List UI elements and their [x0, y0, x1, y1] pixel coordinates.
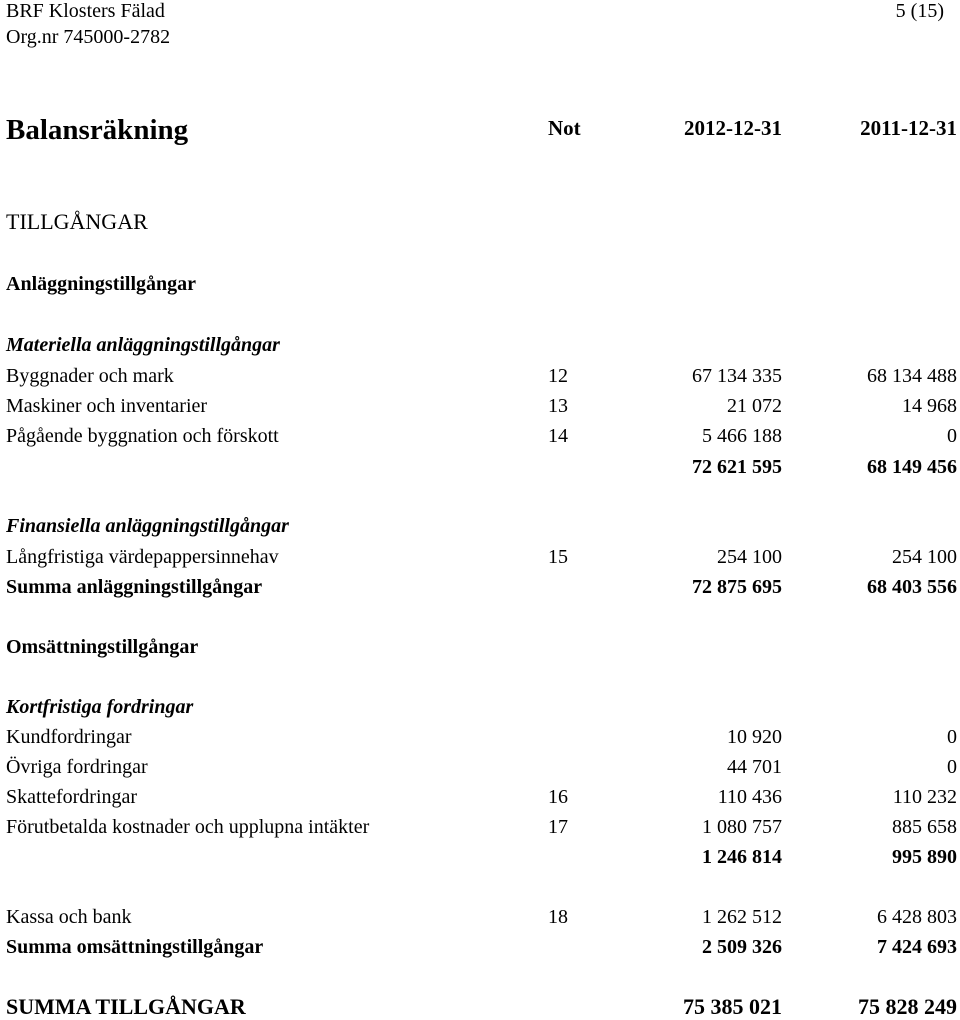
row-value-year1: 67 134 335 — [692, 365, 782, 387]
subtotal-year2: 995 890 — [892, 846, 957, 868]
subtotal-year2: 68 149 456 — [867, 456, 957, 478]
row-value-year1: 254 100 — [717, 546, 782, 568]
row-value-year2: 0 — [947, 726, 957, 748]
row-note: 13 — [548, 395, 568, 417]
column-header-year1: 2012-12-31 — [684, 116, 782, 140]
summa-label: Summa omsättningstillgångar — [6, 936, 264, 958]
subtotal-year1: 1 246 814 — [702, 846, 782, 868]
row-note: 18 — [548, 906, 568, 928]
row-value-year1: 1 262 512 — [702, 906, 782, 928]
row-note: 15 — [548, 546, 568, 568]
row-note: 14 — [548, 425, 568, 447]
row-value-year2: 254 100 — [892, 546, 957, 568]
row-note: 16 — [548, 786, 568, 808]
row-value-year1: 44 701 — [727, 756, 782, 778]
summa-year1: 2 509 326 — [702, 936, 782, 958]
row-value-year2: 0 — [947, 756, 957, 778]
row-label: Förutbetalda kostnader och upplupna intäkter — [6, 816, 370, 838]
row-label: Skattefordringar — [6, 786, 138, 808]
subgroup-heading-finansiella: Finansiella anläggningstillgångar — [6, 515, 289, 537]
row-value-year1: 5 466 188 — [702, 425, 782, 447]
row-value-year2: 0 — [947, 425, 957, 447]
row-value-year1: 10 920 — [727, 726, 782, 748]
column-header-year2: 2011-12-31 — [860, 116, 957, 140]
summa-year2: 7 424 693 — [877, 936, 957, 958]
row-value-year2: 14 968 — [902, 395, 957, 417]
grand-total-year2: 75 828 249 — [858, 994, 957, 1019]
row-value-year2: 885 658 — [892, 816, 957, 838]
summa-year1: 72 875 695 — [692, 576, 782, 598]
group-heading-omsattning: Omsättningstillgångar — [6, 636, 199, 658]
row-value-year2: 68 134 488 — [867, 365, 957, 387]
group-heading-anlaggning: Anläggningstillgångar — [6, 273, 197, 295]
row-note: 12 — [548, 365, 568, 387]
row-label: Kassa och bank — [6, 906, 132, 928]
section-heading-tillgangar: TILLGÅNGAR — [6, 209, 148, 234]
row-label: Maskiner och inventarier — [6, 395, 208, 417]
page-title: Balansräkning — [6, 114, 189, 146]
subgroup-heading-materiella: Materiella anläggningstillgångar — [6, 334, 280, 356]
row-label: Kundfordringar — [6, 726, 132, 748]
summa-label: Summa anläggningstillgångar — [6, 576, 263, 598]
row-note: 17 — [548, 816, 568, 838]
row-label: Långfristiga värdepappersinnehav — [6, 546, 279, 568]
subtotal-year1: 72 621 595 — [692, 456, 782, 478]
row-value-year2: 110 232 — [892, 786, 957, 808]
summa-year2: 68 403 556 — [867, 576, 957, 598]
column-header-note: Not — [548, 116, 581, 140]
grand-total-label: SUMMA TILLGÅNGAR — [6, 994, 246, 1019]
row-value-year1: 110 436 — [717, 786, 782, 808]
row-value-year2: 6 428 803 — [877, 906, 957, 928]
row-label: Byggnader och mark — [6, 365, 174, 387]
row-value-year1: 1 080 757 — [702, 816, 782, 838]
row-label: Övriga fordringar — [6, 756, 148, 778]
subgroup-heading-kortfristiga: Kortfristiga fordringar — [6, 696, 194, 718]
company-name: BRF Klosters Fälad — [6, 0, 165, 22]
grand-total-year1: 75 385 021 — [683, 994, 782, 1019]
row-label: Pågående byggnation och förskott — [6, 425, 279, 447]
page-number: 5 (15) — [895, 0, 944, 22]
row-value-year1: 21 072 — [727, 395, 782, 417]
org-number: Org.nr 745000-2782 — [6, 26, 171, 48]
